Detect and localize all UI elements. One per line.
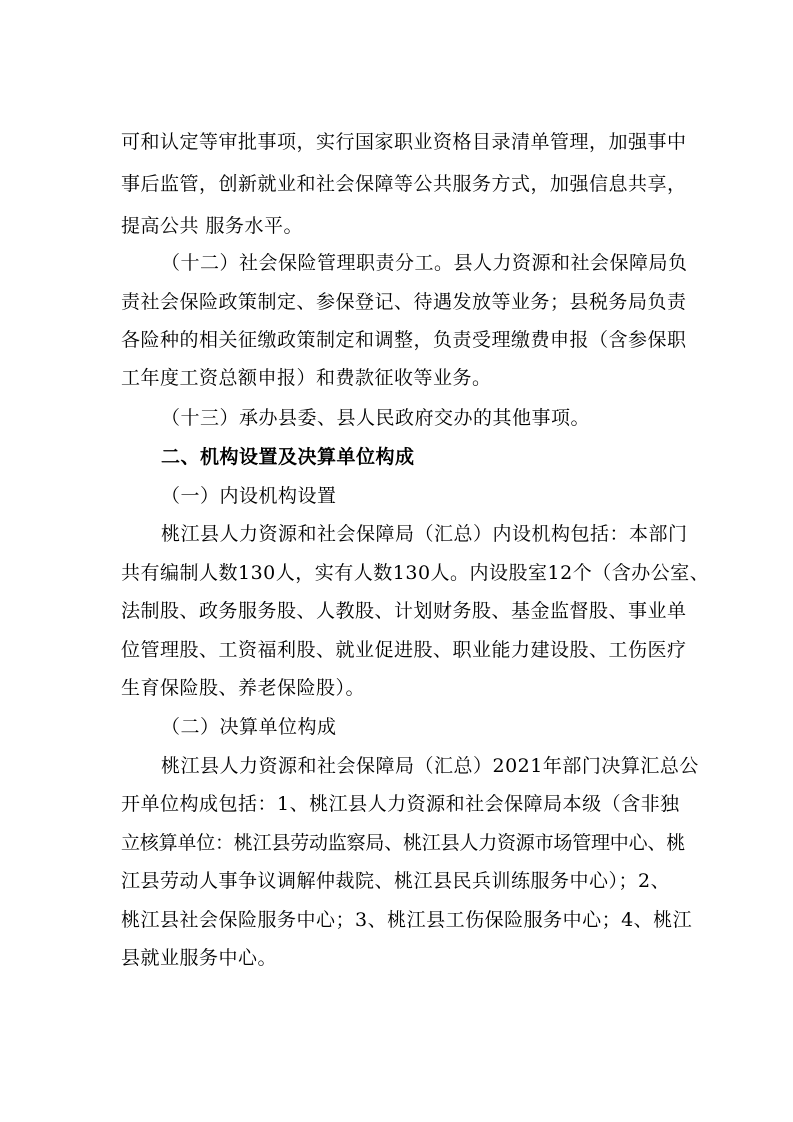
paragraph-line: 提高公共 服务水平。 — [121, 215, 304, 237]
paragraph-line: 可和认定等审批事项，实行国家职业资格目录清单管理，加强事中 — [121, 131, 687, 153]
paragraph-line: 工年度工资总额申报）和费款征收等业务。 — [121, 367, 492, 389]
subsection-heading: （二）决算单位构成 — [161, 716, 337, 738]
paragraph-line: 共有编制人数130人，实有人数130人。内设股室12个（含办公室、 — [121, 562, 710, 584]
paragraph-line: 开单位构成包括：1、桃江县人力资源和社会保障局本级（含非独 — [121, 793, 680, 815]
paragraph-line: 桃江县人力资源和社会保障局（汇总）2021年部门决算汇总公 — [161, 755, 699, 777]
paragraph-line: 江县劳动人事争议调解仲裁院、桃江县民兵训练服务中心）；2、 — [121, 870, 671, 892]
paragraph-line: 生育保险股、养老保险股）。 — [121, 677, 366, 699]
paragraph-line: （十三）承办县委、县人民政府交办的其他事项。 — [161, 407, 591, 429]
paragraph-line: （十二）社会保险管理职责分工。县人力资源和社会保障局负 — [161, 252, 688, 274]
paragraph-line: 法制股、政务服务股、人教股、计划财务股、基金监督股、事业单 — [121, 600, 687, 622]
paragraph-line: 责社会保险政策制定、参保登记、待遇发放等业务；县税务局负责 — [121, 291, 687, 313]
section-heading: 二、机构设置及决算单位构成 — [161, 446, 415, 468]
paragraph-line: 位管理股、工资福利股、就业促进股、职业能力建设股、工伤医疗 — [121, 639, 687, 661]
paragraph-line: 各险种的相关征缴政策制定和调整，负责受理缴费申报（含参保职 — [121, 329, 687, 351]
subsection-heading: （一）内设机构设置 — [161, 485, 337, 507]
paragraph-line: 县就业服务中心。 — [121, 947, 278, 969]
paragraph-line: 桃江县社会保险服务中心；3、桃江县工伤保险服务中心；4、桃江 — [121, 909, 693, 931]
paragraph-line: 立核算单位：桃江县劳动监察局、桃江县人力资源市场管理中心、桃 — [121, 832, 686, 854]
paragraph-line: 事后监管，创新就业和社会保障等公共服务方式，加强信息共享， — [121, 173, 687, 195]
paragraph-line: 桃江县人力资源和社会保障局（汇总）内设机构包括：本部门 — [161, 523, 688, 545]
